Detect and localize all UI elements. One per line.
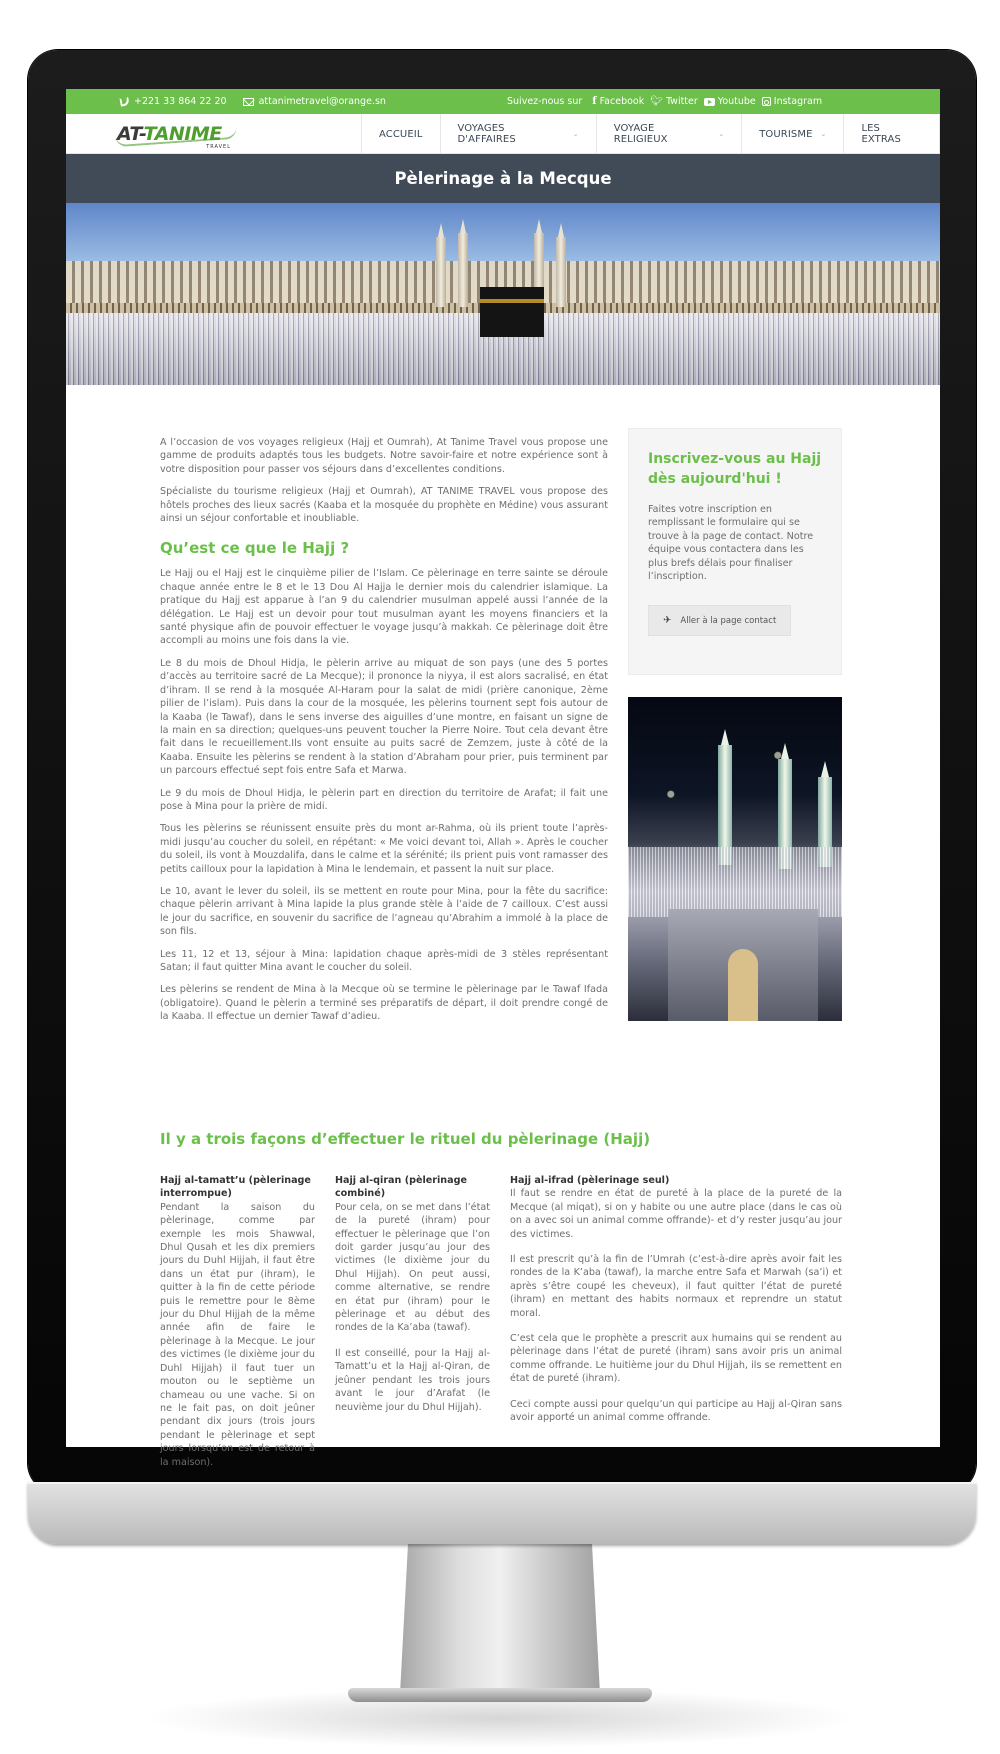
banner-kaaba <box>480 287 544 337</box>
photo-crowd <box>628 847 842 917</box>
social-link-facebook[interactable] <box>592 96 644 107</box>
menu <box>361 114 940 154</box>
envelope-icon <box>243 98 254 106</box>
way-paragraph: Il est conseillé, pour la Hajj al-Tamatt’u et la Hajj al-Qiran, de jeûner pendant les trois jours avant le jour d’Arafat (le neuvième jour du Dhul Hijjah). <box>335 1347 490 1413</box>
hajj-paragraph: Les 11, 12 et 13, séjour à Mina: lapidation chaque après-midi de 3 stèles représentant Satan; il faut quitter Mina avant le coucher du soleil. <box>160 948 608 973</box>
social-label: Youtube <box>717 96 756 107</box>
banner-minaret <box>556 237 566 307</box>
nav-label: VOYAGES D'AFFAIRES <box>457 123 516 145</box>
mosque-night-photo <box>628 697 842 1021</box>
logo-part-at: AT- <box>117 123 144 145</box>
nav-item-accueil[interactable] <box>361 114 440 154</box>
site-logo[interactable] <box>117 125 235 149</box>
contact-page-button[interactable] <box>648 605 791 636</box>
banner-minaret <box>436 237 446 307</box>
way-paragraph: C’est cela que le prophète a prescrit aux humains qui se rendent au pèlerinage dans l’état de pureté (ihram) sans avoir pris un animal comme offrande. Le huitième jour du Dhul Hijjah, ils se remettent en état de pureté (ihram). <box>510 1333 842 1385</box>
hajj-heading: Qu’est ce que le Hajj ? <box>160 539 350 558</box>
phone-number: +221 33 864 22 20 <box>134 96 227 107</box>
hajj-paragraph: Le 9 du mois de Dhoul Hidja, le pèlerin part en direction du territoire de Arafat; il fait une pose à Mina pour la prière de midi. <box>160 787 608 812</box>
sidebar <box>628 428 842 1021</box>
way-title: Hajj al-qiran (pèlerinage combiné) <box>335 1175 467 1200</box>
nav-label: LES EXTRAS <box>861 123 901 145</box>
nav-item-voyages-affaires[interactable] <box>440 114 596 154</box>
social-label: Facebook <box>599 96 645 107</box>
social-label: Twitter <box>665 96 698 107</box>
social-link-youtube[interactable] <box>704 96 756 107</box>
logo-part-tanime: TANIME <box>143 123 222 145</box>
contact-page-button-label: Aller à la page contact <box>680 615 777 626</box>
mecca-banner-image <box>66 203 940 385</box>
social-label: Instagram <box>773 96 823 107</box>
contact-info <box>120 96 386 107</box>
monitor-chin <box>28 1482 976 1544</box>
monitor-stand <box>400 1544 600 1694</box>
twitter-icon: 🐦︎ <box>650 96 663 107</box>
monitor-base <box>348 1688 652 1702</box>
way-title: Hajj al-tamatt’u (pèlerinage interrompue) <box>160 1175 311 1200</box>
nav-label: TOURISME <box>759 128 813 140</box>
social-link-instagram[interactable] <box>762 96 822 107</box>
nav-item-les-extras[interactable] <box>843 114 940 154</box>
hajj-paragraph: Le 8 du mois de Dhoul Hidja, le pèlerin arrive au miquat de son pays (une des 5 portes d’accès au territoire sacré de La Mecque); il prononce la niyya, il est alors sacralisé, en état d’ihram. Il se rend à la mosquée Al-Haram pour la salat de midi (prière canonique, 2ème pilier de l’islam). Puis dans la cour de la mosquée, les pèlerins tournent sept fois autour de la Kaaba (le Tawaf), dans le sens inverse des aiguilles d’une montre, en faisant un signe de la main en sa direction; quelques-uns peuvent toucher la Pierre Noire. Tout cela devant être fait dans le recueillement.Ils vont ensuite au puits sacré de Zemzem, juste à côté de la Kaaba. Ensuite les pèlerins se rendent à la station d’Abraham pour prier, puis terminent par un parcours effectué sept fois entre Safa et Marwa. <box>160 657 608 777</box>
hajj-paragraph: Les pèlerins se rendent de Mina à la Mecque où se termine le pèlerinage par le Tawaf Ifada (obligatoire). Quand le pèlerin a terminé ses préparatifs de départ, il doit prendre congé de la Kaaba. Il effectue un dernier Tawaf d’adieu. <box>160 984 608 1023</box>
signup-title: Inscrivez-vous au Hajj dès aujourd'hui ! <box>648 451 822 487</box>
chevron-down-icon: ⌄ <box>718 130 725 138</box>
way-title: Hajj al-ifrad (pèlerinage seul) <box>510 1175 670 1186</box>
follow-label: Suivez-nous sur <box>507 96 583 107</box>
hajj-paragraph: Le Hajj ou el Hajj est le cinquième pilier de l’Islam. Ce pèlerinage en terre sainte se déroule chaque année entre le 8 et le 13 Dou Al Hajja le dernier mois du calendrier islamique. La pratique du Hajj est apparue à l’an 9 du calendrier musulman appelé aussi l’année de la délégation. Le Hajj est un devoir pour tout musulman ayant les moyens financiers et la santé physique afin de pouvoir effectuer le voyage jusqu’à makkah. Ce pèlerinage doit être accompli au moins une fois dans la vie. <box>160 568 608 647</box>
plane-icon: ✈ <box>663 615 672 627</box>
ways-heading: Il y a trois façons d’effectuer le rituel du pèlerinage (Hajj) <box>160 1130 651 1148</box>
way-paragraph: Il faut se rendre en état de pureté à la place de la pureté de la Mecque (al miqat), si on y habite ou une autre place (dans le cas où on a avec soi un animal comme offrande)- et d’y rester jusqu’au jour des victimes. <box>510 1188 842 1240</box>
way-column-ifrad <box>510 1174 842 1437</box>
email-address: attanimetravel@orange.sn <box>258 96 386 107</box>
page-title: Pèlerinage à la Mecque <box>66 154 940 203</box>
phone-contact[interactable] <box>120 96 227 107</box>
intro-paragraph: Spécialiste du tourisme religieux (Hajj et Oumrah), AT TANIME TRAVEL vous propose des hôtels proches des lieux sacrés (Kaaba et la mosquée du prophète en Médine) vous assurant ainsi un séjour confortable et inoubliable. <box>160 486 608 525</box>
screen <box>66 89 940 1468</box>
way-paragraph: Ceci compte aussi pour quelqu’un qui participe au Hajj al-Qiran sans avoir apporté un animal comme offrande. <box>510 1398 842 1424</box>
social-links <box>507 96 822 107</box>
way-paragraph: Pour cela, on se met dans l’état de la pureté (ihram) pour effectuer le pèlerinage que l’on doit garder jusqu’au jour des victimes (le dixième jour du Dhul Hijjah). On peut aussi, comme alternative, se rendre en état pur (ihram) pour le pèlerinage et au début des rondes de la Ka’aba (tawaf). <box>335 1201 490 1334</box>
way-column-tamattu <box>160 1174 315 1481</box>
nav-label: VOYAGE RELIGIEUX <box>613 123 668 145</box>
intro-paragraph: A l’occasion de vos voyages religieux (Hajj et Oumrah), At Tanime Travel vous propose une gamme de produits adaptés tous les budgets. Notre savoir-faire et notre expérience sont à votre disposition pour passer vos séjours dans d’excellentes conditions. <box>160 437 608 475</box>
signup-box <box>628 428 842 675</box>
social-link-twitter[interactable] <box>650 96 698 107</box>
photo-gate <box>668 909 818 1021</box>
chevron-down-icon: ⌄ <box>572 130 579 138</box>
hajj-paragraph: Tous les pèlerins se réunissent ensuite près du mont ar-Rahma, où ils prient toute l’après-midi jusqu’au coucher du soleil, en répétant: « Me voici devant toi, Allah ». Après le coucher du soleil, ils vont à Mouzdalifa, dans le calme et la sérénité; ils prient puis vont ramasser des petits cailloux pour la lapidation à Mina le lendemain, et passent la nuit sur place. <box>160 823 608 875</box>
hajj-paragraph: Le 10, avant le lever du soleil, ils se mettent en route pour Mina, pour la fête du sacrifice: chaque pèlerin arrivant à Mina lapide la plus grande stèle à l’aide de 7 cailloux. C’est aussi le jour du sacrifice, en souvenir du sacrifice de l’agneau qu’Abrahim a immolé à la place de son fils. <box>160 885 608 938</box>
phone-icon <box>119 96 129 106</box>
nav-item-voyage-religieux[interactable] <box>596 114 741 154</box>
nav-label: ACCUEIL <box>379 128 423 140</box>
way-column-qiran <box>335 1174 490 1426</box>
logo-subtitle: TRAVEL <box>206 144 231 150</box>
chevron-down-icon: ⌄ <box>820 130 827 138</box>
instagram-icon <box>762 97 771 106</box>
way-paragraph: Il est prescrit qu’à la fin de l’Umrah (c’est-à-dire après avoir fait les rondes de la K’aba (tawaf), la marche entre Safa et Marwah (sa’i) et après s’être coupé les cheveux), il faut quitter l’état de pureté (ihram) en mettant des habits normaux et reprendre un statut moral. <box>510 1254 842 1319</box>
banner-minaret <box>458 233 468 307</box>
signup-text: Faites votre inscription en remplissant le formulaire qui se trouve à la page de contact. Notre équipe vous contactera dans les plus brefs délais pour finaliser l’inscription. <box>648 504 814 583</box>
facebook-icon: f <box>592 96 597 107</box>
youtube-icon <box>704 98 715 106</box>
main-column <box>160 436 608 1033</box>
nav-item-tourisme[interactable] <box>741 114 843 154</box>
way-paragraph: Pendant la saison du pèlerinage, comme par exemple les mois Shawwal, Dhul Qusah et les dix premiers jours du Duhl Hijjah, il faut être dans un état pur (ihram), le quitter à la fin de cette période puis le remettre pour le 8ème jour du Dhul Hijjah de la même année afin de faire le pèlerinage à la Mecque. Le jour des victimes (le dixième jour du Duhl Hijjah) il faut tuer un mouton ou le septième un chameau ou une vache. Si on ne le fait pas, on doit jeûner pendant dix jours (trois jours pendant le pèlerinage et sept jours lorsqu’on est de retour à la maison). <box>160 1201 315 1468</box>
main-navigation <box>66 114 940 154</box>
top-bar <box>66 89 940 114</box>
email-contact[interactable] <box>243 96 386 107</box>
